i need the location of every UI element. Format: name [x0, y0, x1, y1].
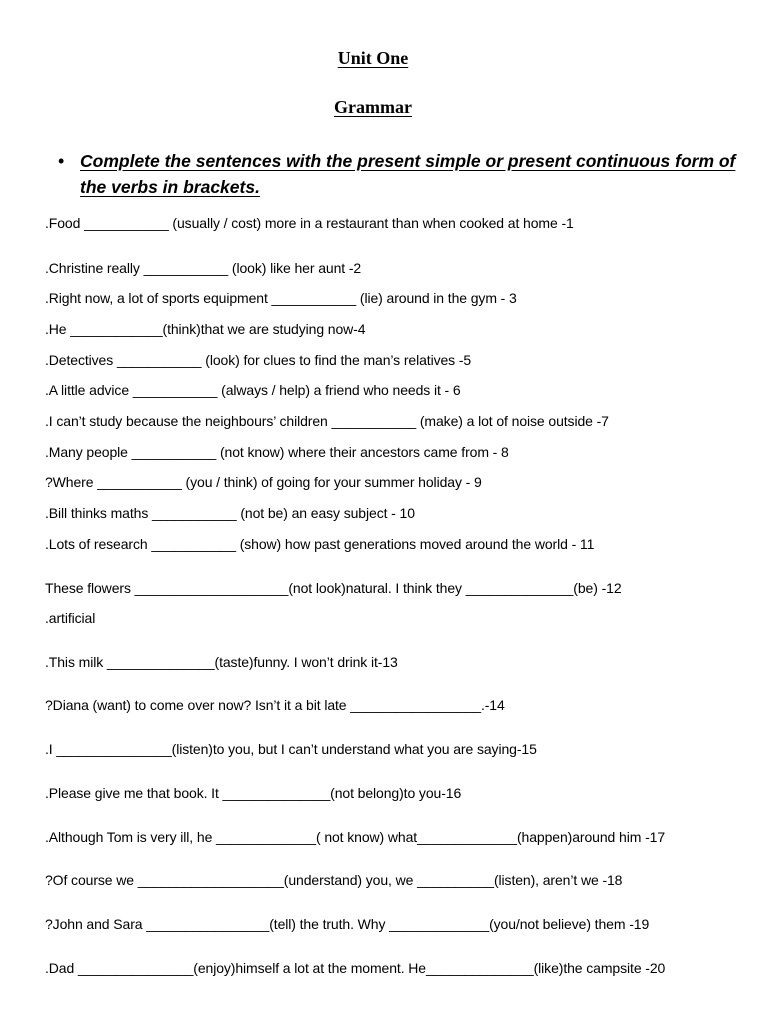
sentence-2: .Christine really ___________ (look) like her aunt -2 — [45, 260, 362, 276]
sentence-20: .Dad _______________(enjoy)himself a lot at the moment. He______________(like)the campsite -20 — [45, 960, 666, 976]
sentence-12: These flowers ____________________(not look)natural. I think they ______________(be) -12 — [45, 580, 622, 596]
sentence-19: ?John and Sara ________________(tell) the truth. Why _____________(you/not believe) them -19 — [45, 916, 650, 932]
instruction — [58, 148, 738, 200]
sentence-6: .A little advice ___________ (always / help) a friend who needs it - 6 — [45, 382, 461, 398]
sentence-13: .This milk ______________(taste)funny. I won’t drink it-13 — [45, 654, 398, 670]
sentence-1: .Food ___________ (usually / cost) more in a restaurant than when cooked at home -1 — [45, 215, 574, 231]
sentence-8: .Many people ___________ (not know) where their ancestors came from - 8 — [45, 444, 509, 460]
instruction-text: Complete the sentences with the present simple or present continuous form of the verbs in brackets. — [80, 151, 736, 197]
sentence-5: .Detectives ___________ (look) for clues to find the man’s relatives -5 — [45, 352, 472, 368]
sentence-15: .I _______________(listen)to you, but I can’t understand what you are saying-15 — [45, 741, 537, 757]
sentence-3: .Right now, a lot of sports equipment ___________ (lie) around in the gym - 3 — [45, 290, 517, 306]
sentence-7: .I can’t study because the neighbours’ children ___________ (make) a lot of noise outside -7 — [45, 413, 609, 429]
sentence-17: .Although Tom is very ill, he _____________( not know) what_____________(happen)around him -17 — [45, 829, 665, 845]
sentence-14: ?Diana (want) to come over now? Isn’t it a bit late _________________.-14 — [45, 697, 505, 713]
sentence-11: .Lots of research ___________ (show) how past generations moved around the world - 11 — [45, 536, 595, 552]
sentence-4: .He ____________(think)that we are studying now-4 — [45, 321, 366, 337]
sentence-12-continued: .artificial — [45, 610, 96, 626]
section-title: Grammar — [334, 97, 412, 117]
sentence-9: ?Where ___________ (you / think) of going for your summer holiday - 9 — [45, 474, 482, 490]
sentence-10: .Bill thinks maths ___________ (not be) an easy subject - 10 — [45, 505, 415, 521]
sentence-16: .Please give me that book. It ______________(not belong)to you-16 — [45, 785, 462, 801]
bullet-icon: • — [58, 151, 65, 171]
unit-title: Unit One — [337, 48, 409, 68]
sentence-18: ?Of course we ___________________(understand) you, we __________(listen), aren’t we -18 — [45, 872, 623, 888]
